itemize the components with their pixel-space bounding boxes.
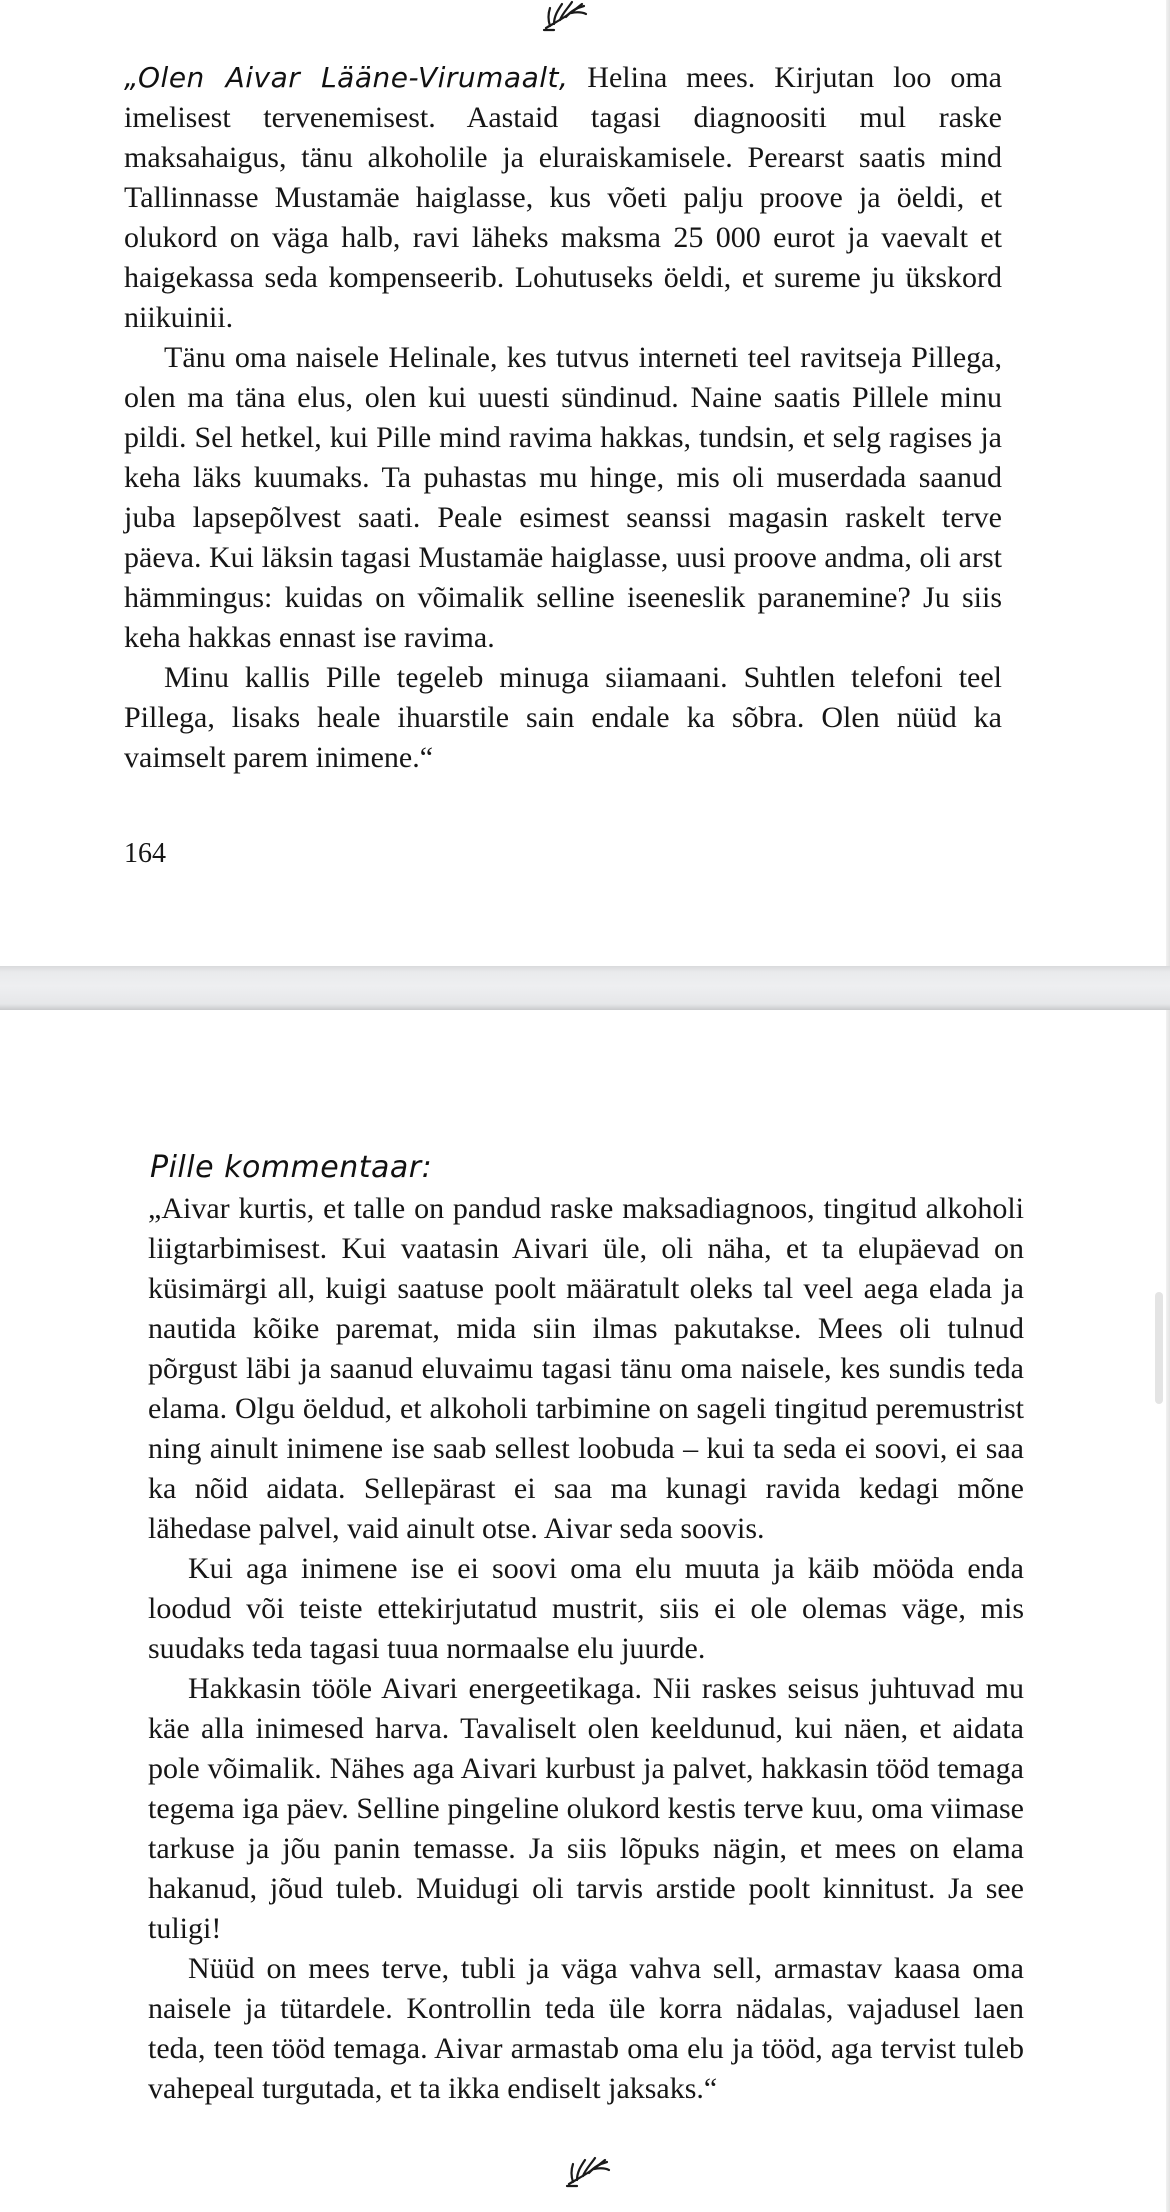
page-number: 164 [124, 838, 166, 869]
book-page-164 [0, 0, 1170, 966]
testimonial-paragraph [124, 58, 1002, 338]
leaf-ornament-icon [563, 2156, 611, 2190]
testimonial-paragraph [124, 658, 1002, 778]
page-edge [1166, 0, 1170, 966]
comment-paragraph [148, 1949, 1024, 2109]
paragraph-text: Helina mees. Kirjutan loo oma imelisest tervenemisest. Aastaid tagasi diagnoositi mul raske maksahaigus, tänu alkoholile ja eluraiskamisele. Perearst saatis mind Tallinnasse Mustamäe haiglasse, kus võeti palju proove ja öeldi, et olukord on väga halb, ravi läheks maksma 25 000 eurot ja vaevalt et haigekassa seda kompenseerib. Lohutuseks öeldi, et sureme ju ükskord niikuinii. [124, 61, 1002, 334]
testimonial-signature-lead: „Olen Aivar Lääne-Virumaalt, [124, 61, 569, 94]
comment-paragraph [148, 1549, 1024, 1669]
testimonial-text [124, 58, 1002, 778]
paragraph-text: Kui aga inimene ise ei soovi oma elu muuta ja käib mööda enda loodud või teiste ettekirjutatud mustrit, siis ei ole olemas väge, mis suudaks teda tagasi tuua normaalse elu juurde. [148, 1552, 1024, 1665]
comment-heading: Pille kommentaar: [150, 1150, 433, 1185]
leaf-ornament-icon [540, 0, 588, 34]
comment-paragraph [148, 1189, 1024, 1549]
comment-text [148, 1189, 1024, 2109]
paragraph-text: „Aivar kurtis, et talle on pandud raske maksadiagnoos, tingitud alkoholi liigtarbimisest. Kui vaatasin Aivari üle, oli näha, et ta elupäevad on küsimärgi all, kuigi saatuse poolt määratult oleks tal veel aega elada ja nautida kõike paremat, mida siin ilmas pakutakse. Mees oli tulnud põrgust läbi ja saanud eluvaimu tagasi tänu oma naisele, kes sundis teda elama. Olgu öeldud, et alkoholi tarbimine on sageli tingitud peremustrist ning ainult inimene ise saab sellest loobuda – kui ta seda ei soovi, ei saa ka nõid aidata. Sellepärast ei saa ma kunagi ravida kedagi mõne lähedase palvel, vaid ainult otse. Aivar seda soovis. [148, 1192, 1024, 1545]
paragraph-text: Tänu oma naisele Helinale, kes tutvus interneti teel ravitseja Pillega, olen ma täna elus, olen kui uuesti sündinud. Naine saatis Pillele minu pildi. Sel hetkel, kui Pille mind ravima hakkas, tundsin, et selg ragises ja keha läks kuumaks. Ta puhastas mu hinge, mis oli muserdada saanud juba lapsepõlvest saati. Peale esimest seanssi magasin raskelt terve päeva. Kui läksin tagasi Mustamäe haiglasse, uusi proove andma, oli arst hämmingus: kuidas on võimalik selline iseeneslik paranemine? Ju siis keha hakkas ennast ise ravima. [124, 341, 1002, 654]
scrollbar-thumb[interactable] [1155, 1292, 1163, 1404]
page-edge [1166, 1010, 1170, 2212]
paragraph-text: Minu kallis Pille tegeleb minuga siiamaani. Suhtlen telefoni teel Pillega, lisaks heale ihuarstile sain endale ka sõbra. Olen nüüd ka vaimselt parem inimene.“ [124, 661, 1002, 774]
page-separator [0, 966, 1170, 1010]
comment-paragraph [148, 1669, 1024, 1949]
testimonial-paragraph [124, 338, 1002, 658]
paragraph-text: Nüüd on mees terve, tubli ja väga vahva sell, armastav kaasa oma naisele ja tütardele. Kontrollin teda üle korra nädalas, vajadusel laen teda, teen tööd temaga. Aivar armastab oma elu ja tööd, aga tervist tuleb vahepeal turgutada, et ta ikka endiselt jaksaks.“ [148, 1952, 1024, 2105]
paragraph-text: Hakkasin tööle Aivari energeetikaga. Nii raskes seisus juhtuvad mu käe alla inimesed harva. Tavaliselt olen keeldunud, kui näen, et aidata pole võimalik. Nähes aga Aivari kurbust ja palvet, hakkasin tööd temaga tegema iga päev. Selline pingeline olukord kestis terve kuu, oma viimase tarkuse ja jõu panin temasse. Ja siis lõpuks nägin, et mees on elama hakanud, jõud tuleb. Muidugi oli tarvis arstide poolt kinnitust. Ja see tuligi! [148, 1672, 1024, 1945]
